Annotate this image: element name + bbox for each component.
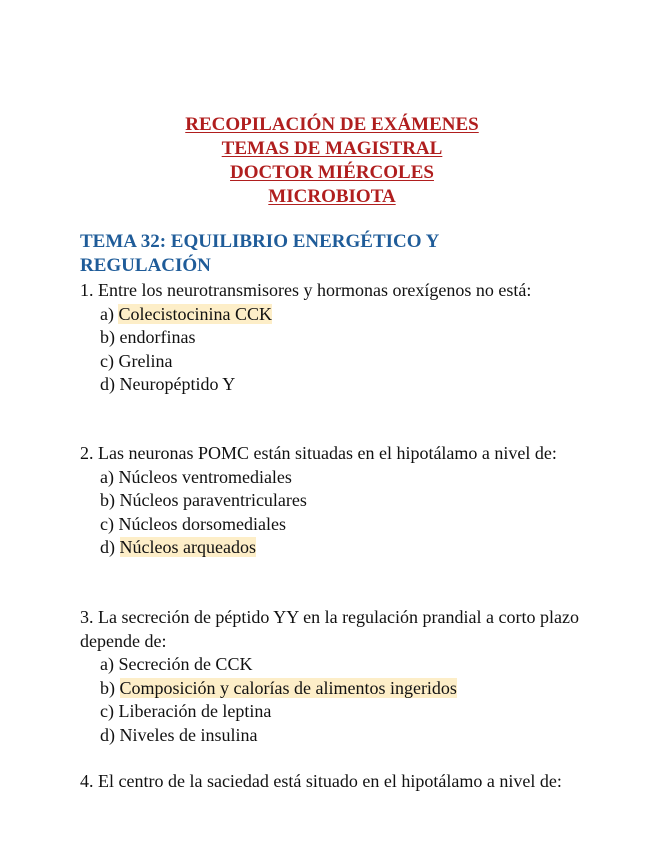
answer-options — [80, 303, 590, 397]
option-text: Liberación de leptina — [118, 701, 272, 721]
section-title-line-2: REGULACIÓN — [80, 255, 211, 276]
answer-option — [100, 513, 590, 537]
option-label: d) — [100, 374, 120, 394]
header-line-4: MICROBIOTA — [268, 186, 396, 207]
section-title — [80, 230, 600, 278]
option-label: b) — [100, 490, 120, 510]
option-label: d) — [100, 537, 120, 557]
option-label: a) — [100, 654, 119, 674]
option-label: c) — [100, 350, 119, 371]
option-label: b) — [100, 677, 120, 698]
question-3 — [80, 606, 590, 747]
option-text: Neuropéptido Y — [119, 374, 236, 394]
header-line-3: DOCTOR MIÉRCOLES — [230, 162, 434, 183]
question-4 — [80, 770, 590, 794]
option-text: Niveles de insulina — [119, 724, 258, 745]
option-label: a) — [100, 466, 119, 487]
option-text: Núcleos dorsomediales — [118, 513, 286, 534]
answer-option — [100, 466, 590, 490]
option-label: c) — [100, 701, 119, 721]
option-text: Núcleos paraventriculares — [119, 490, 307, 510]
answer-option — [100, 326, 590, 350]
option-label: a) — [100, 303, 119, 324]
question-text: 1. Entre los neurotransmisores y hormonas orexígenos no está: — [80, 280, 532, 300]
question-text: 3. La secreción de péptido YY en la regulación prandial a corto plazo depende de: — [80, 607, 579, 651]
answer-option — [100, 724, 590, 748]
option-label: c) — [100, 513, 119, 534]
answer-options — [80, 466, 590, 560]
header-line-1: RECOPILACIÓN DE EXÁMENES — [185, 114, 479, 135]
answer-option — [100, 653, 590, 677]
option-text: Grelina — [118, 350, 173, 371]
option-label: b) — [100, 327, 120, 347]
document-header — [0, 113, 664, 209]
question-1 — [80, 279, 590, 397]
option-text-highlighted: Núcleos arqueados — [119, 537, 256, 557]
question-text: 2. Las neuronas POMC están situadas en el hipotálamo a nivel de: — [80, 443, 557, 463]
answer-option — [100, 489, 590, 513]
answer-option — [100, 677, 590, 701]
option-text-highlighted: Colecistocinina CCK — [118, 303, 272, 324]
section-title-line-1: TEMA 32: EQUILIBRIO ENERGÉTICO Y — [80, 231, 440, 252]
option-text: endorfinas — [119, 327, 196, 347]
answer-option — [100, 303, 590, 327]
answer-option — [100, 700, 590, 724]
answer-option — [100, 350, 590, 374]
answer-options — [80, 653, 590, 747]
question-2 — [80, 442, 590, 560]
answer-option — [100, 536, 590, 560]
option-label: d) — [100, 724, 120, 745]
header-line-2: TEMAS DE MAGISTRAL — [221, 138, 443, 159]
question-text: 4. El centro de la saciedad está situado en el hipotálamo a nivel de: — [80, 771, 562, 791]
answer-option — [100, 373, 590, 397]
option-text: Secreción de CCK — [118, 654, 253, 674]
option-text-highlighted: Composición y calorías de alimentos ingeridos — [119, 677, 457, 698]
option-text: Núcleos ventromediales — [118, 466, 292, 487]
